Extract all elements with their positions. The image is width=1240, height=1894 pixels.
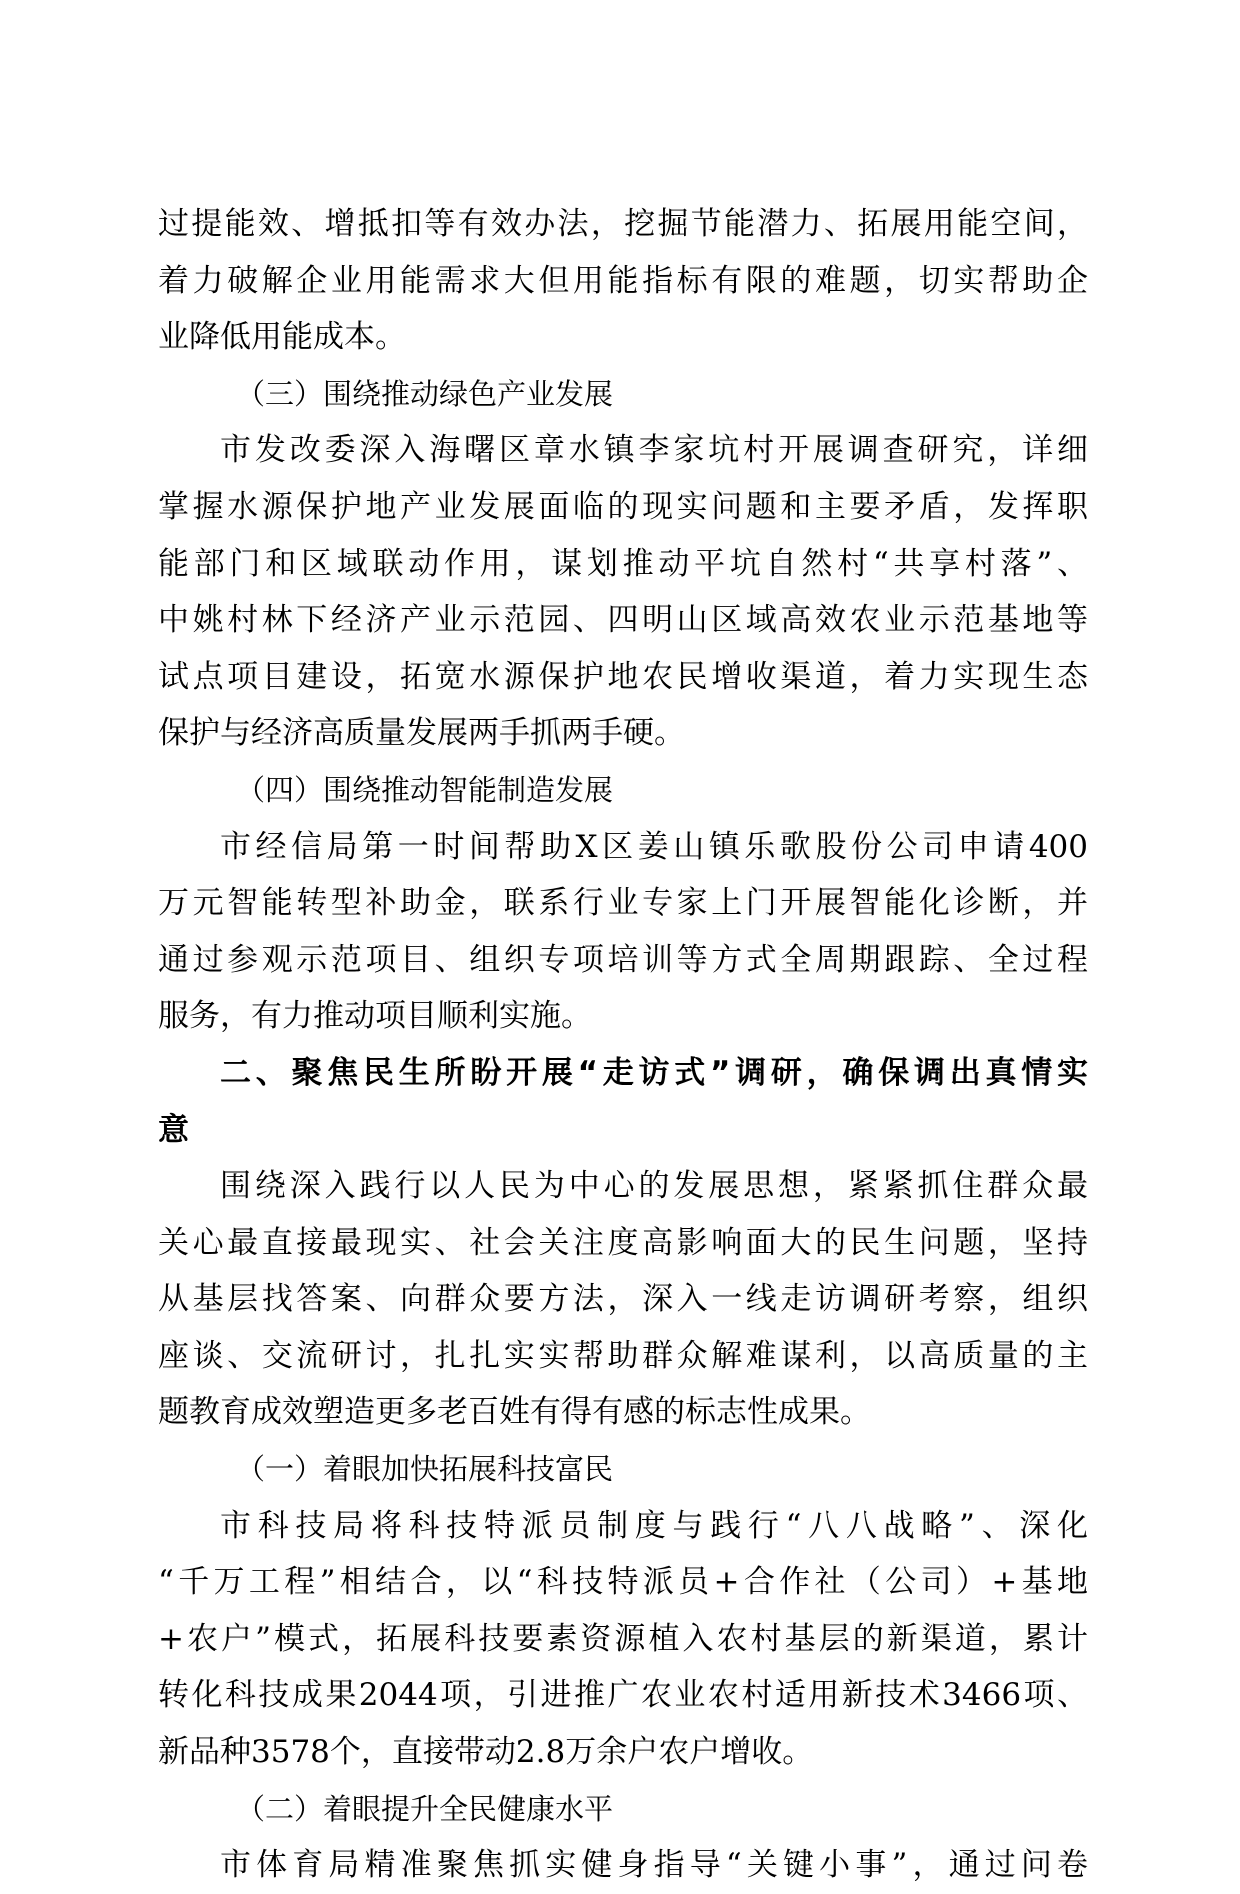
paragraph-line: 通过参观示范项目、组织专项培训等方式全周期跟踪、全过程	[158, 941, 1088, 978]
paragraph-line: +农户”模式，拓展科技要素资源植入农村基层的新渠道，累计	[158, 1620, 1088, 1657]
paragraph-line: 服务，有力推动项目顺利实施。	[158, 998, 592, 1035]
paragraph-line: 能部门和区域联动作用，谋划推动平坑自然村“共享村落”、	[158, 545, 1088, 582]
section-heading-two: 二、聚焦民生所盼开展“走访式”调研，确保调出真情实	[220, 1054, 1088, 1091]
subheading-tech-enrich: （一）着眼加快拓展科技富民	[236, 1452, 614, 1487]
paragraph-line: 市发改委深入海曙区章水镇李家坑村开展调查研究，详细	[220, 432, 1088, 469]
paragraph-line: 关心最直接最现实、社会关注度高影响面大的民生问题，坚持	[158, 1224, 1088, 1261]
paragraph-line: 市科技局将科技特派员制度与践行“八八战略”、深化	[220, 1507, 1088, 1544]
paragraph-line: 过提能效、增抵扣等有效办法，挖掘节能潜力、拓展用能空间，	[158, 206, 1088, 242]
paragraph-line: 转化科技成果2044项，引进推广农业农村适用新技术3466项、	[158, 1677, 1088, 1714]
paragraph-line: 题教育成效塑造更多老百姓有得有感的标志性成果。	[158, 1394, 871, 1431]
paragraph-line: 保护与经济高质量发展两手抓两手硬。	[158, 715, 685, 752]
subheading-green-industry: （三）围绕推动绿色产业发展	[236, 376, 614, 411]
document-body	[158, 196, 1088, 1894]
paragraph-line: 围绕深入践行以人民为中心的发展思想，紧紧抓住群众最	[220, 1168, 1088, 1205]
paragraph-line: 试点项目建设，拓宽水源保护地农民增收渠道，着力实现生态	[158, 658, 1088, 695]
paragraph-line: 市体育局精准聚焦抓实健身指导“关键小事”，通过问卷	[220, 1847, 1088, 1884]
paragraph-line: 座谈、交流研讨，扎扎实实帮助群众解难谋利，以高质量的主	[158, 1337, 1088, 1374]
paragraph-line: 万元智能转型补助金，联系行业专家上门开展智能化诊断，并	[158, 885, 1088, 922]
paragraph-line: 市经信局第一时间帮助X区姜山镇乐歌股份公司申请400	[220, 828, 1088, 865]
paragraph-line: 中姚村林下经济产业示范园、四明山区域高效农业示范基地等	[158, 602, 1088, 639]
paragraph-line: 着力破解企业用能需求大但用能指标有限的难题，切实帮助企	[158, 262, 1088, 299]
paragraph-line: 从基层找答案、向群众要方法，深入一线走访调研考察，组织	[158, 1281, 1088, 1318]
subheading-smart-manufacturing: （四）围绕推动智能制造发展	[236, 772, 614, 807]
subheading-health-level: （二）着眼提升全民健康水平	[236, 1791, 614, 1826]
paragraph-line: 新品种3578个，直接带动2.8万余户农户增收。	[158, 1734, 814, 1771]
section-heading-two-continued: 意	[158, 1111, 189, 1148]
paragraph-line: 掌握水源保护地产业发展面临的现实问题和主要矛盾，发挥职	[158, 488, 1088, 525]
paragraph-line: “千万工程”相结合，以“科技特派员+合作社（公司）+基地	[158, 1564, 1088, 1601]
paragraph-line: 业降低用能成本。	[158, 319, 406, 356]
